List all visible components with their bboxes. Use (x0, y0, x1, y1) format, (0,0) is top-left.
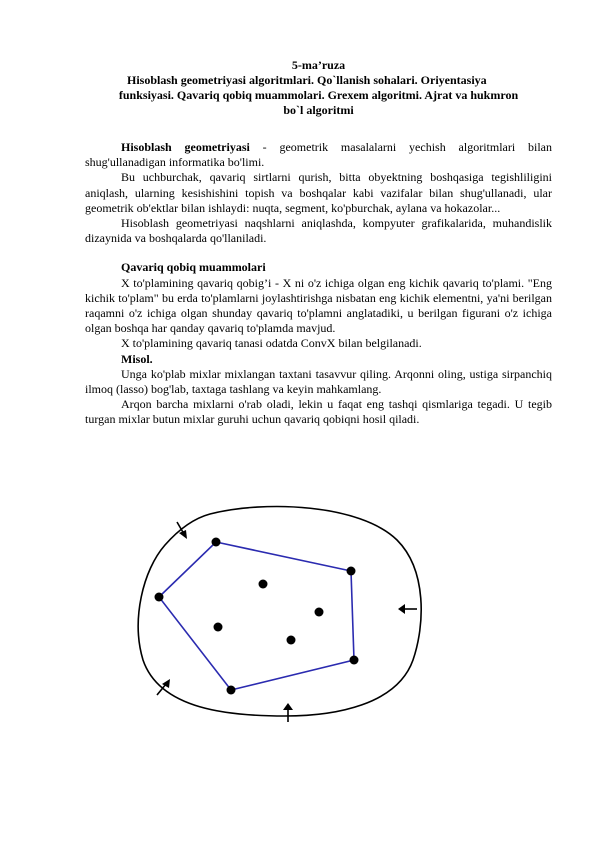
intro-p1-text: - geometrik masalalarni yechish algoritmlari bilan shug'ullanadigan informatika bo'limi. (85, 140, 552, 170)
document-page (85, 58, 552, 428)
nail-point (227, 686, 236, 695)
nail-point (347, 567, 356, 576)
lecture-title-line2: funksiyasi. Qavariq qobiq muammolari. Grexem algoritmi. Ajrat va hukmron (118, 88, 519, 102)
convex-paragraph-2: X to'plamining qavariq tanasi odatda ConvX bilan belgilanadi. (121, 336, 422, 351)
convex-heading (85, 260, 552, 275)
spacer (85, 246, 552, 260)
nail-point (212, 538, 221, 547)
lasso-outline (138, 507, 421, 716)
convex-paragraph-4: Arqon barcha mixlarni o'rab oladi, lekin u faqat eng tashqi qismlariga tegadi. U tegib turgan mixlar butun mixlar guruhi uchun qavariq qobiqni hosil qiladi. (85, 397, 552, 427)
example-label-text: Misol. (121, 351, 153, 366)
arrow-top-left-icon (177, 522, 187, 539)
nail-point (259, 580, 268, 589)
arrow-bottom-icon (283, 703, 293, 722)
lecture-title-line1: Hisoblash geometriyasi algoritmlari. Qo`llanish sohalari. Oriyentasiya (127, 73, 487, 87)
lecture-title-line3: bo`l algoritmi (283, 103, 354, 117)
intro-paragraph-1 (85, 140, 552, 170)
nail-point (155, 593, 164, 602)
convex-hull-polygon (159, 542, 354, 690)
intro-paragraph-2: Bu uchburchak, qavariq sirtlarni qurish, bitta obyektning boshqasiga tegishliligini aniqlash, ularning kesishishini topish va boshqalar kabi vazifalar bilan shug'ullanadi, ular geometrik ob'ektlar bilan ishlaydi: nuqta, segment, ko'pburchak, aylana va hokazolar... (85, 170, 552, 215)
nail-point (287, 636, 296, 645)
spacer (85, 118, 552, 140)
convex-hull-figure (135, 500, 435, 730)
lecture-number: 5-ma’ruza (291, 58, 346, 72)
convex-paragraph-3: Unga ko'plab mixlar mixlangan taxtani tasavvur qiling. Arqonni oling, ustiga sirpanchiq ilmoq (lasso) bog'lab, taxtaga tashlang va keyin mahkamlang. (85, 366, 552, 397)
convex-heading-text: Qavariq qobiq muammolari (121, 260, 266, 275)
example-label (85, 352, 552, 367)
convex-paragraph-1: X to'plamining qavariq qobig’i - X ni o'z ichiga olgan eng kichik qavariq to'plami. "Eng kichik to'plam" bu erda to'plamlarni joylashtirishga nisbatan eng kichik elementni, ya'ni berilgan raqamni o'z ichiga olgan shunday qavariq to'plamni anglatadiki, u berilgan figurani o'z ichiga olgan boshqa har qanday qavariq to'plamda mavjud. (85, 275, 552, 336)
nail-point (315, 608, 324, 617)
nail-point (350, 656, 359, 665)
intro-term: Hisoblash geometriyasi (121, 140, 250, 154)
arrow-right-icon (398, 604, 417, 614)
intro-paragraph-3: Hisoblash geometriyasi naqshlarni aniqlashda, kompyuter grafikalarida, muhandislik dizaynida va boshqalarda qo'llaniladi. (85, 216, 552, 246)
nail-point (214, 623, 223, 632)
